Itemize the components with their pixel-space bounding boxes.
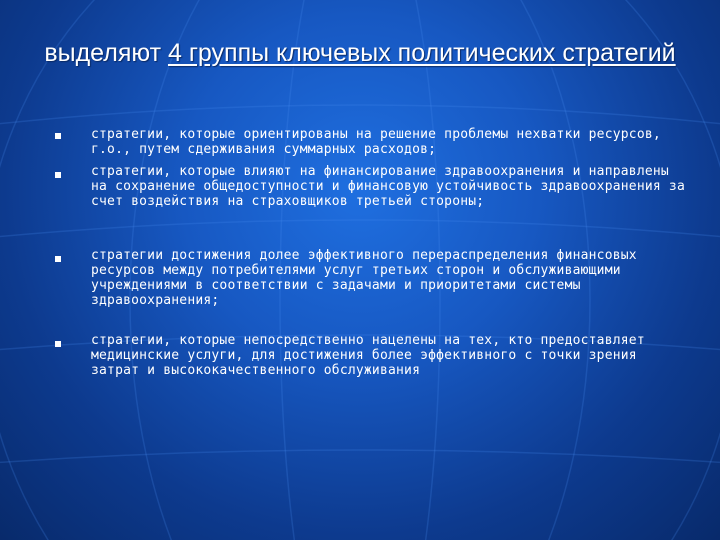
bullet-marker [55,172,61,178]
bullet-item-3: стратегии достижения долее эффективного перераспределения финансовых ресурсов между потребителями услуг третьих сторон и обслуживающими учреждениями в соответствии с задачами и приоритетами системы здравоохранения; [91,248,637,308]
bullet-marker [55,341,61,347]
title-underlined: 4 группы ключевых политических стратегий [167,39,676,67]
bullet-item-2: стратегии, которые влияют на финансирование здравоохранения и направлены на сохранение общедоступности и финансовую устойчивость здравоохранения за счет воздействия на страховщиков третьей стороны; [91,164,685,209]
bullet-item-4: стратегии, которые непосредственно нацелены на тех, кто предоставляет медицинские услуги, для достижения более эффективного с точки зрения затрат и высококачественного обслуживания [91,333,645,378]
bullet-marker [55,256,61,262]
bullet-marker [55,133,61,139]
bullet-item-1: стратегии, которые ориентированы на решение проблемы нехватки ресурсов, г.о., путем сдерживания суммарных расходов; [91,127,661,157]
title-prefix: выделяют [44,39,168,67]
slide-title [30,30,690,76]
